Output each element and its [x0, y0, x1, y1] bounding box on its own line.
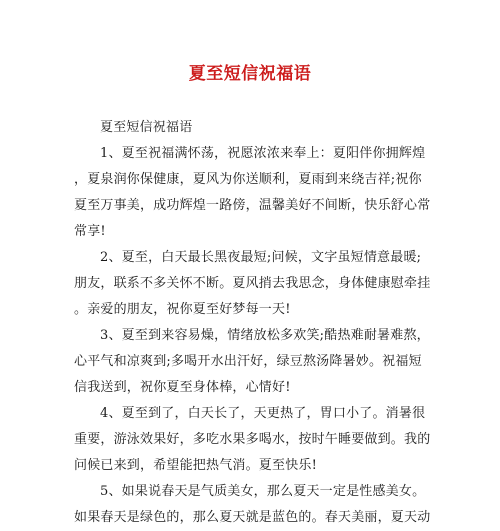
paragraph-1-line-1: 1、夏至祝福满怀荡，祝愿浓浓来奉上：夏阳伴你拥辉煌 — [100, 146, 426, 161]
paragraph-2-line-2: 朋友，联系不多关怀不断。夏风捎去我思念，身体健康慰牵挂 — [74, 276, 431, 291]
paragraph-4-line-2: 重要，游泳效果好，多吃水果多喝水，按时午睡要做到。我的 — [74, 432, 431, 447]
paragraph-2-line-3: 。亲爱的朋友，祝你夏至好梦每一天! — [74, 302, 291, 317]
paragraph-1-line-4: 常享! — [74, 224, 106, 239]
paragraph-3-line-3: 信我送到，祝你夏至身体棒，心情好! — [74, 380, 291, 395]
document-body — [74, 115, 431, 531]
paragraph-5-line-2: 如果春天是绿色的，那么夏天就是蓝色的。春天美丽，夏天动 — [74, 510, 431, 525]
paragraph-2-line-1: 2、夏至，白天最长黑夜最短;问候，文字虽短情意最暖; — [100, 250, 422, 265]
paragraph-3-line-1: 3、夏至到来容易燥，情绪放松多欢笑;酷热难耐暑难熬， — [100, 328, 430, 343]
paragraph-3-line-2: 心平气和凉爽到;多喝开水出汗好，绿豆熬汤降暑妙。祝福短 — [74, 354, 422, 369]
paragraph-1-line-2: ，夏泉润你保健康，夏风为你送顺利，夏雨到来绕吉祥;祝你 — [74, 172, 422, 187]
section-heading: 夏至短信祝福语 — [100, 120, 193, 135]
document-title: 夏至短信祝福语 — [188, 64, 312, 84]
paragraph-4-line-3: 问候已来到，希望能把热气消。夏至快乐! — [74, 458, 318, 473]
paragraph-5-line-1: 5、如果说春天是气质美女，那么夏天一定是性感美女。 — [100, 484, 426, 499]
paragraph-1-line-3: 夏至万事美，成功辉煌一路傍，温馨美好不间断，快乐舒心常 — [74, 198, 431, 213]
paragraph-4-line-1: 4、夏至到了，白天长了，天更热了，胃口小了。消暑很 — [100, 406, 426, 421]
